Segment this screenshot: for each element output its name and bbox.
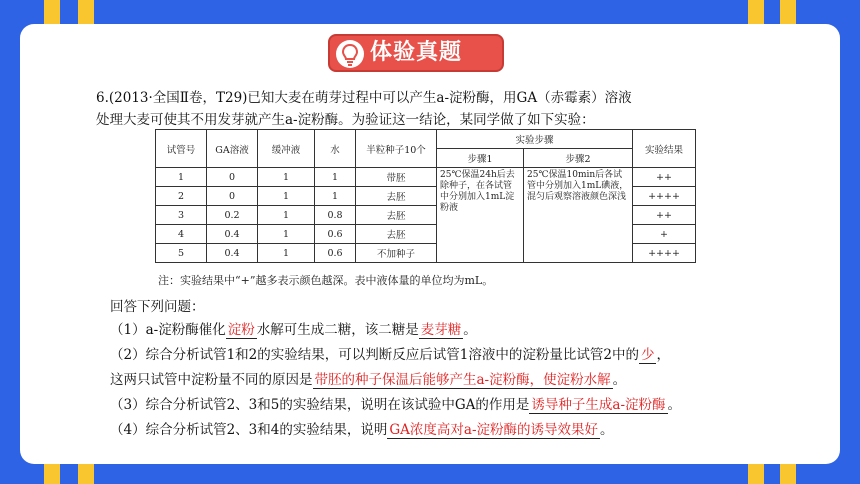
- section-title: 体验真题: [370, 40, 463, 65]
- header-buffer: 缓冲液: [258, 130, 315, 168]
- question-2: [110, 343, 670, 363]
- question-line-1: 6.(2013·全国Ⅱ卷，T29)已知大麦在萌芽过程中可以产生a-淀粉酶，用GA（赤霉素）溶液: [96, 90, 632, 106]
- cell-result: ++++: [633, 244, 696, 263]
- cell-tube: 1: [156, 168, 207, 187]
- q2-prefix-2: 这两只试管中淀粉量不同的原因是: [110, 372, 313, 388]
- cell-ga: 0.4: [207, 225, 258, 244]
- step1-text: 25℃保温24h后去除种子，在各试管中分别加入1mL淀粉液: [437, 168, 524, 263]
- header-steps: 实验步骤: [437, 130, 633, 149]
- header-result: 实验结果: [633, 130, 696, 168]
- cell-result: ++: [633, 168, 696, 187]
- cell-water: 1: [315, 187, 356, 206]
- cell-ga: 0: [207, 187, 258, 206]
- header-ga: GA溶液: [207, 130, 258, 168]
- q3-answer: 诱导种子生成a-淀粉酶: [531, 397, 666, 413]
- q1-prefix: （1）a-淀粉酶催化: [110, 322, 226, 338]
- q2-suffix: ，: [656, 347, 670, 363]
- table-note: 注：实验结果中“+”越多表示颜色越深。表中液体量的单位均为mL。: [158, 274, 494, 287]
- header-step1: 步骤1: [437, 149, 524, 168]
- header-tube: 试管号: [156, 130, 207, 168]
- cell-buffer: 1: [258, 244, 315, 263]
- question-4: [110, 418, 614, 438]
- cell-buffer: 1: [258, 187, 315, 206]
- cell-tube: 4: [156, 225, 207, 244]
- q4-suffix: 。: [600, 422, 614, 438]
- cell-result: +: [633, 225, 696, 244]
- header-step2: 步骤2: [524, 149, 633, 168]
- cell-water: 1: [315, 168, 356, 187]
- q2-prefix: （2）综合分析试管1和2的实验结果，可以判断反应后试管1溶液中的淀粉量比试管2中的: [110, 347, 639, 363]
- question-line-2: 处理大麦可使其不用发芽就产生a-淀粉酶。为验证这一结论，某同学做了如下实验：: [96, 112, 595, 128]
- cell-buffer: 1: [258, 206, 315, 225]
- question-3: [110, 393, 681, 413]
- cell-tube: 5: [156, 244, 207, 263]
- q3-suffix: 。: [667, 397, 682, 413]
- cell-water: 0.6: [315, 225, 356, 244]
- cell-seeds: 去胚: [356, 206, 437, 225]
- cell-ga: 0.2: [207, 206, 258, 225]
- cell-result: ++: [633, 206, 696, 225]
- q2-suffix-2: 。: [612, 372, 627, 388]
- question-1: [110, 318, 477, 338]
- cell-tube: 2: [156, 187, 207, 206]
- header-water: 水: [315, 130, 356, 168]
- experiment-table: [155, 129, 696, 263]
- cell-tube: 3: [156, 206, 207, 225]
- question-2-line-2: [110, 368, 626, 388]
- q3-prefix: （3）综合分析试管2、3和5的实验结果，说明在该试验中GA的作用是: [110, 397, 530, 413]
- answers-intro: 回答下列问题：: [110, 299, 205, 315]
- cell-seeds: 去胚: [356, 187, 437, 206]
- cell-result: ++++: [633, 187, 696, 206]
- cell-seeds: 不加种子: [356, 244, 437, 263]
- title-badge: [328, 34, 504, 72]
- header-seeds: 半粒种子10个: [356, 130, 437, 168]
- q4-answer: GA浓度高对a-淀粉酶的诱导效果好: [389, 422, 599, 438]
- q2-answer-2: 带胚的种子保温后能够产生a-淀粉酶，使淀粉水解: [314, 372, 611, 388]
- cell-ga: 0: [207, 168, 258, 187]
- cell-buffer: 1: [258, 168, 315, 187]
- cell-seeds: 带胚: [356, 168, 437, 187]
- step2-text: 25℃保温10min后各试管中分别加入1mL碘液，混匀后观察溶液颜色深浅: [524, 168, 633, 263]
- cell-seeds: 去胚: [356, 225, 437, 244]
- q1-answer-2: 麦芽糖: [420, 322, 462, 338]
- cell-ga: 0.4: [207, 244, 258, 263]
- q1-middle: 水解可生成二糖，该二糖是: [256, 322, 419, 338]
- q1-suffix: 。: [463, 322, 477, 338]
- q2-answer-1: 少: [640, 347, 655, 363]
- q4-prefix: （4）综合分析试管2、3和4的实验结果，说明: [110, 422, 388, 438]
- lightbulb-icon: [336, 40, 364, 68]
- cell-water: 0.6: [315, 244, 356, 263]
- cell-buffer: 1: [258, 225, 315, 244]
- cell-water: 0.8: [315, 206, 356, 225]
- q1-answer-1: 淀粉: [227, 322, 255, 338]
